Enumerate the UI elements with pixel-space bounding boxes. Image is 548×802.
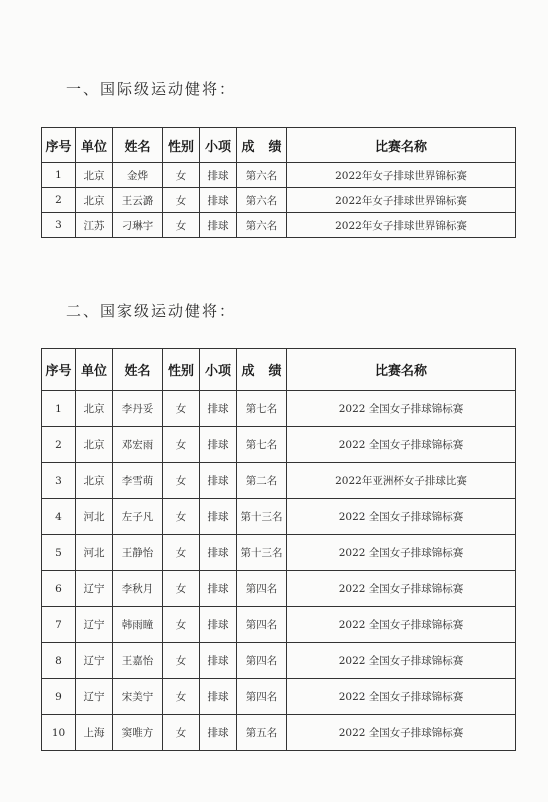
cell-event: 排球 [200,643,237,679]
cell-score: 第五名 [237,715,287,751]
header-unit: 单位 [76,128,113,163]
cell-competition: 2022 全国女子排球锦标赛 [287,535,516,571]
cell-gender: 女 [163,607,200,643]
cell-name: 王嘉怡 [113,643,163,679]
cell-gender: 女 [163,391,200,427]
table-header-row [42,349,516,391]
cell-score: 第四名 [237,643,287,679]
cell-name: 王静怡 [113,535,163,571]
national-athletes-table [41,348,516,751]
header-score-part-b: 绩 [268,364,282,379]
cell-gender: 女 [163,188,200,213]
cell-competition: 2022年女子排球世界锦标赛 [287,213,516,238]
cell-competition: 2022 全国女子排球锦标赛 [287,571,516,607]
cell-index: 3 [42,463,76,499]
national-athletes-body [42,391,516,751]
cell-competition: 2022 全国女子排球锦标赛 [287,499,516,535]
cell-name: 金烨 [113,163,163,188]
header-name: 姓名 [113,128,163,163]
table-row [42,643,516,679]
cell-event: 排球 [200,213,237,238]
cell-index: 8 [42,643,76,679]
header-gender: 性别 [163,128,200,163]
header-name: 姓名 [113,349,163,391]
cell-event: 排球 [200,463,237,499]
header-score-part-a: 成 [241,364,255,379]
cell-index: 5 [42,535,76,571]
cell-score: 第四名 [237,607,287,643]
cell-gender: 女 [163,643,200,679]
cell-competition: 2022 全国女子排球锦标赛 [287,715,516,751]
cell-index: 4 [42,499,76,535]
header-score [237,349,287,391]
cell-index: 3 [42,213,76,238]
cell-event: 排球 [200,607,237,643]
cell-unit: 河北 [76,535,113,571]
cell-score: 第六名 [237,213,287,238]
cell-name: 李秋月 [113,571,163,607]
header-unit: 单位 [76,349,113,391]
cell-gender: 女 [163,679,200,715]
header-event: 小项 [200,128,237,163]
cell-gender: 女 [163,535,200,571]
cell-competition: 2022 全国女子排球锦标赛 [287,427,516,463]
table-row [42,427,516,463]
cell-event: 排球 [200,571,237,607]
cell-index: 10 [42,715,76,751]
cell-score: 第六名 [237,163,287,188]
table-row [42,163,516,188]
cell-index: 7 [42,607,76,643]
header-index: 序号 [42,349,76,391]
cell-name: 窦唯方 [113,715,163,751]
table-row [42,499,516,535]
table-row [42,679,516,715]
cell-name: 刁琳宇 [113,213,163,238]
cell-score: 第四名 [237,679,287,715]
cell-index: 2 [42,188,76,213]
cell-competition: 2022 全国女子排球锦标赛 [287,391,516,427]
cell-competition: 2022 全国女子排球锦标赛 [287,643,516,679]
cell-score: 第七名 [237,391,287,427]
international-athletes-table [41,127,516,238]
cell-gender: 女 [163,427,200,463]
cell-event: 排球 [200,679,237,715]
cell-gender: 女 [163,213,200,238]
header-competition: 比赛名称 [287,349,516,391]
international-athletes-body [42,163,516,238]
cell-index: 1 [42,391,76,427]
section-title-international: 一、国际级运动健将： [66,80,237,98]
cell-name: 李雪萌 [113,463,163,499]
table-row [42,463,516,499]
cell-gender: 女 [163,571,200,607]
cell-event: 排球 [200,427,237,463]
cell-unit: 辽宁 [76,607,113,643]
cell-event: 排球 [200,188,237,213]
cell-name: 左子凡 [113,499,163,535]
cell-score: 第十三名 [237,535,287,571]
cell-index: 9 [42,679,76,715]
cell-index: 2 [42,427,76,463]
cell-unit: 辽宁 [76,571,113,607]
cell-competition: 2022 全国女子排球锦标赛 [287,679,516,715]
cell-competition: 2022年女子排球世界锦标赛 [287,188,516,213]
cell-name: 邓宏雨 [113,427,163,463]
cell-event: 排球 [200,535,237,571]
cell-index: 1 [42,163,76,188]
header-event: 小项 [200,349,237,391]
table-row [42,715,516,751]
header-score [237,128,287,163]
cell-unit: 北京 [76,463,113,499]
table-row [42,391,516,427]
cell-unit: 北京 [76,163,113,188]
header-gender: 性别 [163,349,200,391]
table-row [42,535,516,571]
cell-unit: 河北 [76,499,113,535]
cell-unit: 上海 [76,715,113,751]
cell-gender: 女 [163,163,200,188]
cell-competition: 2022 全国女子排球锦标赛 [287,607,516,643]
cell-name: 李丹妥 [113,391,163,427]
cell-unit: 北京 [76,427,113,463]
cell-score: 第四名 [237,571,287,607]
table-row [42,188,516,213]
cell-unit: 辽宁 [76,679,113,715]
cell-unit: 北京 [76,391,113,427]
cell-score: 第十三名 [237,499,287,535]
table-row [42,213,516,238]
cell-name: 韩雨瞳 [113,607,163,643]
header-index: 序号 [42,128,76,163]
cell-competition: 2022年女子排球世界锦标赛 [287,163,516,188]
cell-event: 排球 [200,391,237,427]
cell-score: 第七名 [237,427,287,463]
section-title-national: 二、国家级运动健将： [66,302,237,320]
cell-score: 第六名 [237,188,287,213]
cell-event: 排球 [200,499,237,535]
cell-name: 宋美宁 [113,679,163,715]
cell-score: 第二名 [237,463,287,499]
header-competition: 比赛名称 [287,128,516,163]
cell-event: 排球 [200,715,237,751]
cell-index: 6 [42,571,76,607]
cell-competition: 2022年亚洲杯女子排球比赛 [287,463,516,499]
cell-event: 排球 [200,163,237,188]
header-score-part-b: 绩 [268,139,282,155]
cell-name: 王云潞 [113,188,163,213]
table-row [42,607,516,643]
cell-unit: 辽宁 [76,643,113,679]
cell-gender: 女 [163,715,200,751]
table-header-row [42,128,516,163]
cell-unit: 江苏 [76,213,113,238]
cell-gender: 女 [163,499,200,535]
table-row [42,571,516,607]
cell-gender: 女 [163,463,200,499]
cell-unit: 北京 [76,188,113,213]
header-score-part-a: 成 [241,139,255,155]
